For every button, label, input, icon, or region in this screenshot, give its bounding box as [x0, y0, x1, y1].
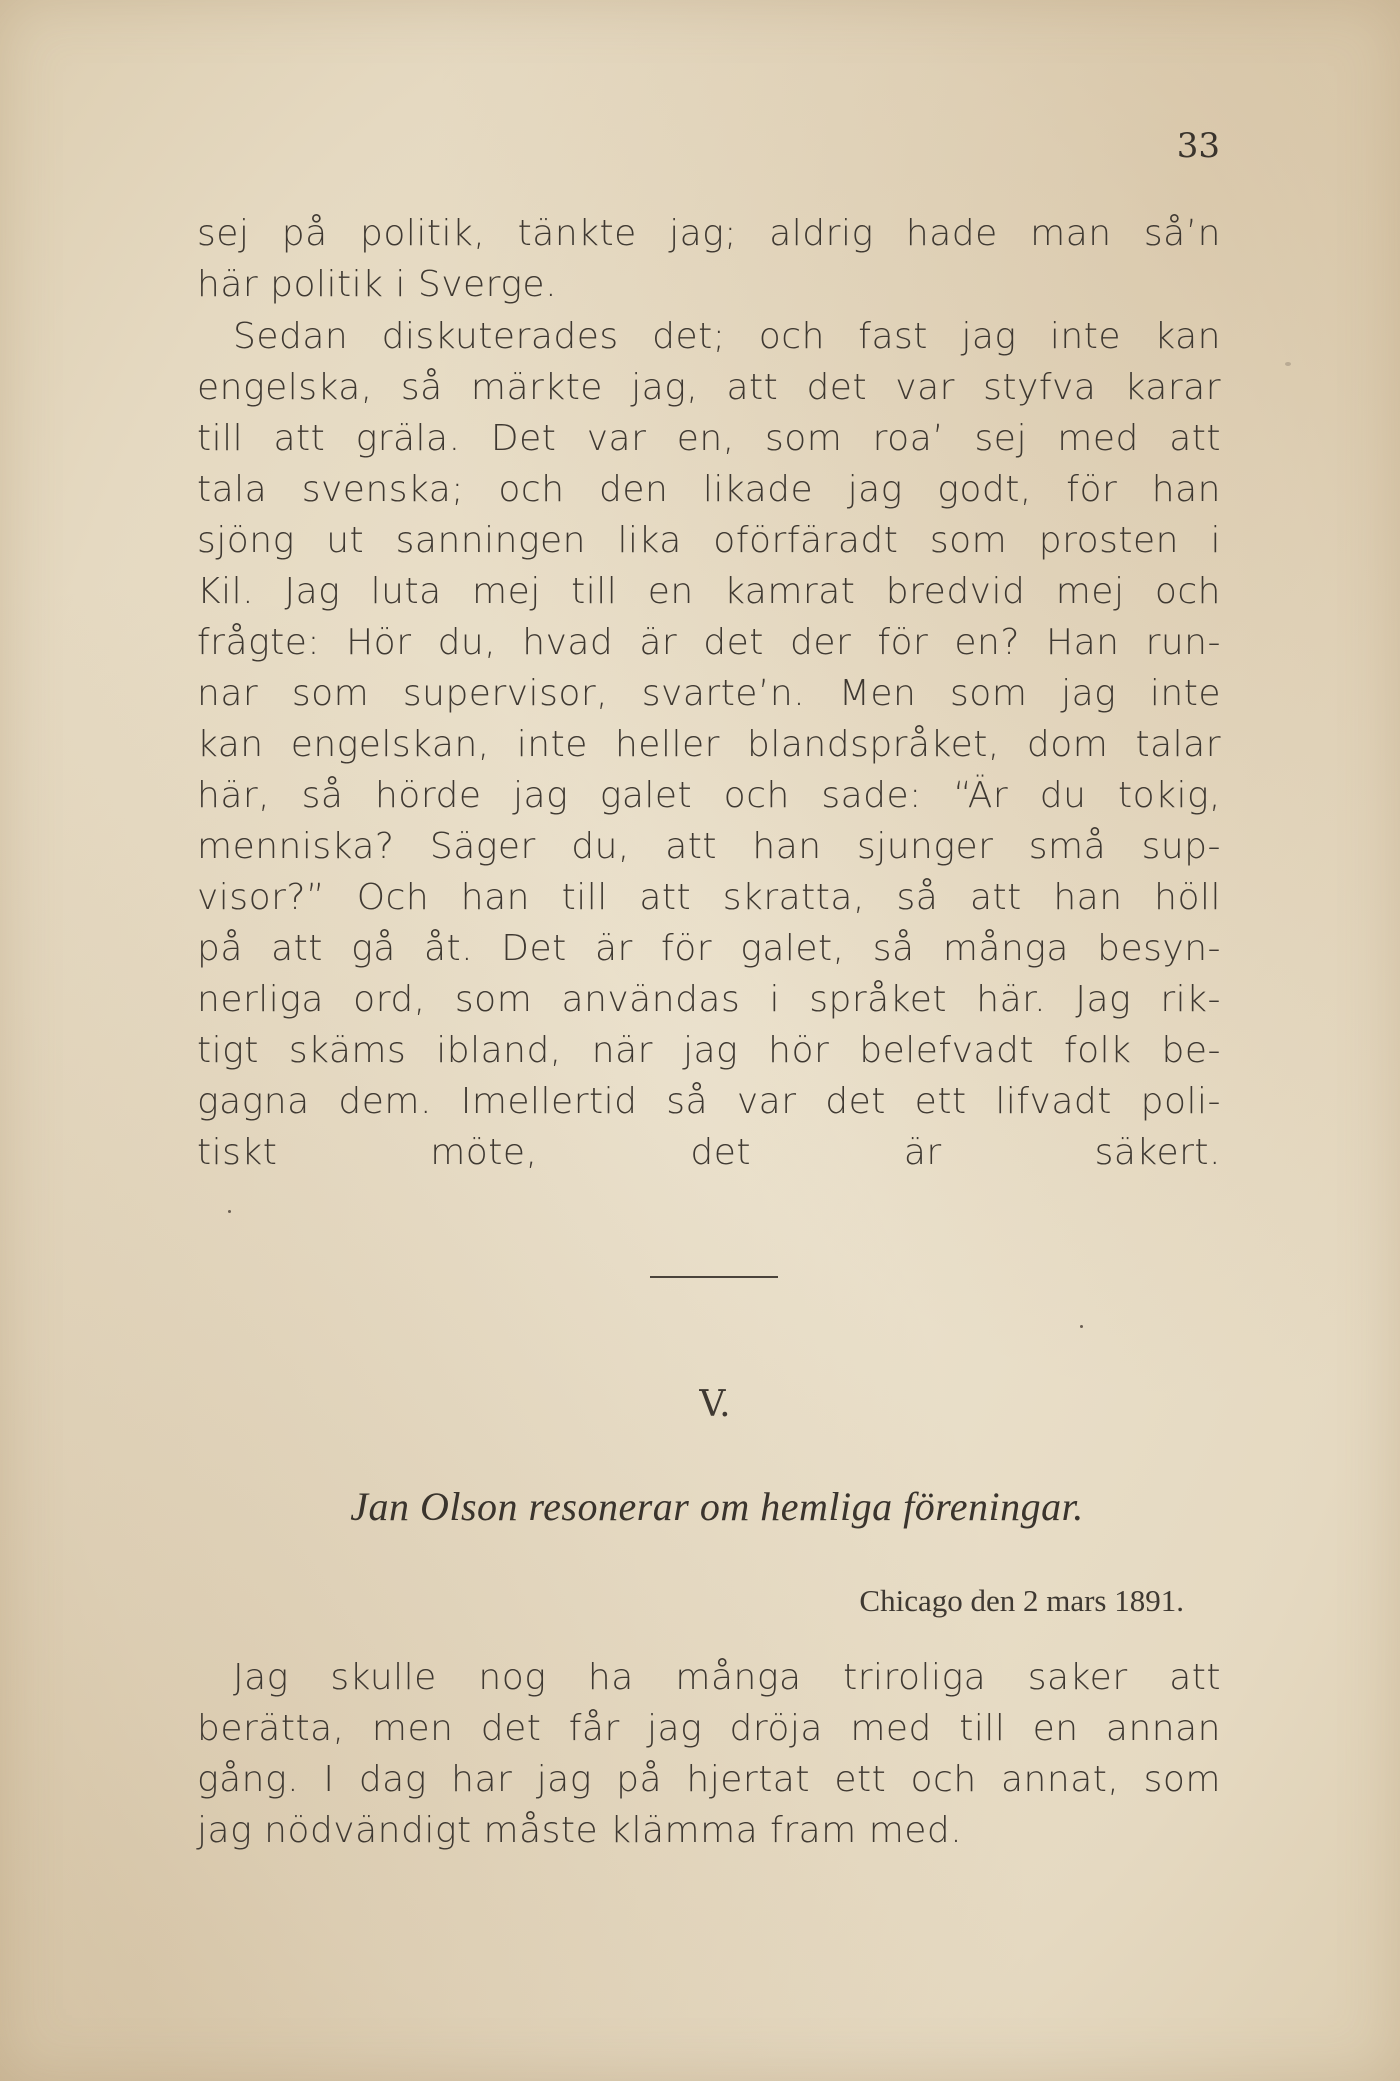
- paragraph-continuation: [197, 208, 1221, 310]
- paragraph: [197, 1652, 1221, 1856]
- text-line: till att gräla. Det var en, som roa’ sej med att: [197, 418, 1221, 459]
- text-line: sej på politik, tänkte jag; aldrig hade man så’n: [197, 213, 1221, 254]
- text-line: visor?” Och han till att skratta, så att han höll: [197, 877, 1221, 918]
- text-line: nar som supervisor, svarte’n. Men som jag inte: [197, 673, 1221, 714]
- text-line: tala svenska; och den likade jag godt, för han: [197, 469, 1221, 510]
- text-line: nerliga ord, som användas i språket här. Jag rik-: [197, 979, 1221, 1020]
- section-number: V.: [699, 1384, 731, 1425]
- paragraph: [197, 311, 1221, 1178]
- text-line: gagna dem. Imellertid så var det ett lifvadt poli-: [197, 1081, 1221, 1122]
- text-line: Sedan diskuterades det; och fast jag inte kan: [233, 316, 1221, 357]
- text-line: engelska, så märkte jag, att det var styfva karar: [197, 367, 1221, 408]
- text-line: kan engelskan, inte heller blandspråket, dom talar: [197, 724, 1221, 765]
- section-divider: [650, 1276, 778, 1278]
- text-line: sjöng ut sanningen lika oförfäradt som prosten i: [197, 520, 1221, 561]
- paper-speck: [228, 1210, 231, 1213]
- text-line: tiskt möte, det är säkert.: [197, 1132, 1221, 1173]
- text-line: här, så hörde jag galet och sade: “Är du tokig,: [197, 775, 1221, 816]
- text-line: tigt skäms ibland, när jag hör belefvadt folk be-: [197, 1030, 1221, 1071]
- text-line: Jag skulle nog ha många triroliga saker att: [233, 1657, 1221, 1698]
- text-line: här politik i Sverge.: [197, 264, 558, 305]
- text-line: gång. I dag har jag på hjertat ett och annat, som: [197, 1759, 1221, 1800]
- page-number: 33: [1176, 126, 1220, 166]
- chapter-title: Jan Olson resonerar om hemliga föreningar.: [350, 1484, 1084, 1529]
- text-line: på att gå åt. Det är för galet, så många besyn-: [197, 928, 1221, 969]
- letter-dateline: Chicago den 2 mars 1891.: [859, 1583, 1184, 1618]
- text-line: berätta, men det får jag dröja med till en annan: [197, 1708, 1221, 1749]
- text-line: menniska? Säger du, att han sjunger små sup-: [197, 826, 1221, 867]
- text-line: frågte: Hör du, hvad är det der för en? Han run-: [197, 622, 1221, 663]
- paper-speck: [1080, 1325, 1083, 1328]
- text-line: Kil. Jag luta mej till en kamrat bredvid mej och: [197, 571, 1221, 612]
- text-line: jag nödvändigt måste klämma fram med.: [197, 1810, 963, 1851]
- paper-speck: [1285, 362, 1291, 366]
